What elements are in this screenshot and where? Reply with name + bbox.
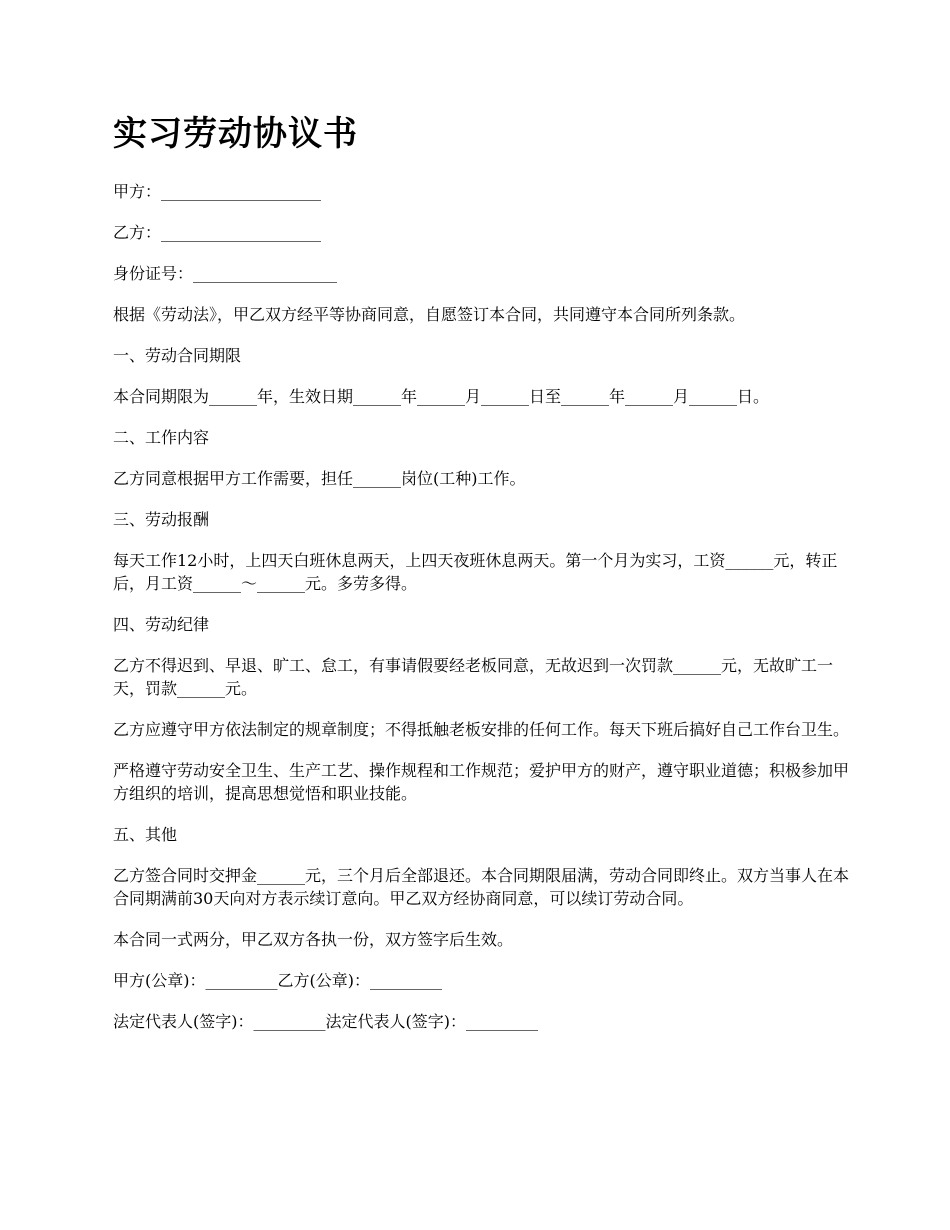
discipline-paragraph-1: 乙方不得迟到、早退、旷工、怠工，有事请假要经老板同意，无故迟到一次罚款______元，无故旷工一天，罚款______元。 — [113, 656, 834, 698]
document-page — [113, 110, 853, 1051]
document-title: 实习劳动协议书 — [113, 114, 358, 154]
id-number-line: 身份证号：__________________ — [113, 264, 338, 283]
preamble-paragraph: 根据《劳动法》，甲乙双方经平等协商同意，自愿签订本合同，共同遵守本合同所列条款。 — [113, 305, 746, 324]
discipline-paragraph-3: 严格遵守劳动安全卫生、生产工艺、操作规程和工作规范；爱护甲方的财产，遵守职业道德；积极参加甲方组织的培训，提高思想觉悟和职业技能。 — [113, 761, 850, 803]
discipline-paragraph-2: 乙方应遵守甲方依法制定的规章制度；不得抵触老板安排的任何工作。每天下班后搞好自己工作台卫生。 — [113, 720, 850, 739]
party-a-line: 甲方：____________________ — [113, 182, 322, 201]
signature-line: 法定代表人(签字)：_________法定代表人(签字)：_________ — [113, 1012, 538, 1031]
pay-paragraph: 每天工作12小时，上四天白班休息两天，上四天夜班休息两天。第一个月为实习，工资______元，转正后，月工资______～______元。多劳多得。 — [113, 551, 838, 593]
section-heading-pay: 三、劳动报酬 — [113, 510, 210, 529]
copies-paragraph: 本合同一式两分，甲乙双方各执一份，双方签字后生效。 — [113, 930, 514, 949]
seal-line: 甲方(公章)：_________乙方(公章)：_________ — [113, 971, 442, 990]
section-heading-other: 五、其他 — [113, 825, 178, 844]
other-paragraph: 乙方签合同时交押金______元，三个月后全部退还。本合同期限届满，劳动合同即终止。双方当事人在本合同期满前30天向对方表示续订意向。甲乙双方经协商同意，可以续订劳动合同。 — [113, 866, 850, 908]
section-heading-term: 一、劳动合同期限 — [113, 346, 242, 365]
party-b-line: 乙方：____________________ — [113, 223, 322, 242]
section-heading-discipline: 四、劳动纪律 — [113, 615, 210, 634]
section-heading-work: 二、工作内容 — [113, 428, 210, 447]
term-paragraph: 本合同期限为______年，生效日期______年______月______日至______年______月______日。 — [113, 387, 770, 406]
work-paragraph: 乙方同意根据甲方工作需要，担任______岗位(工种)工作。 — [113, 469, 526, 488]
